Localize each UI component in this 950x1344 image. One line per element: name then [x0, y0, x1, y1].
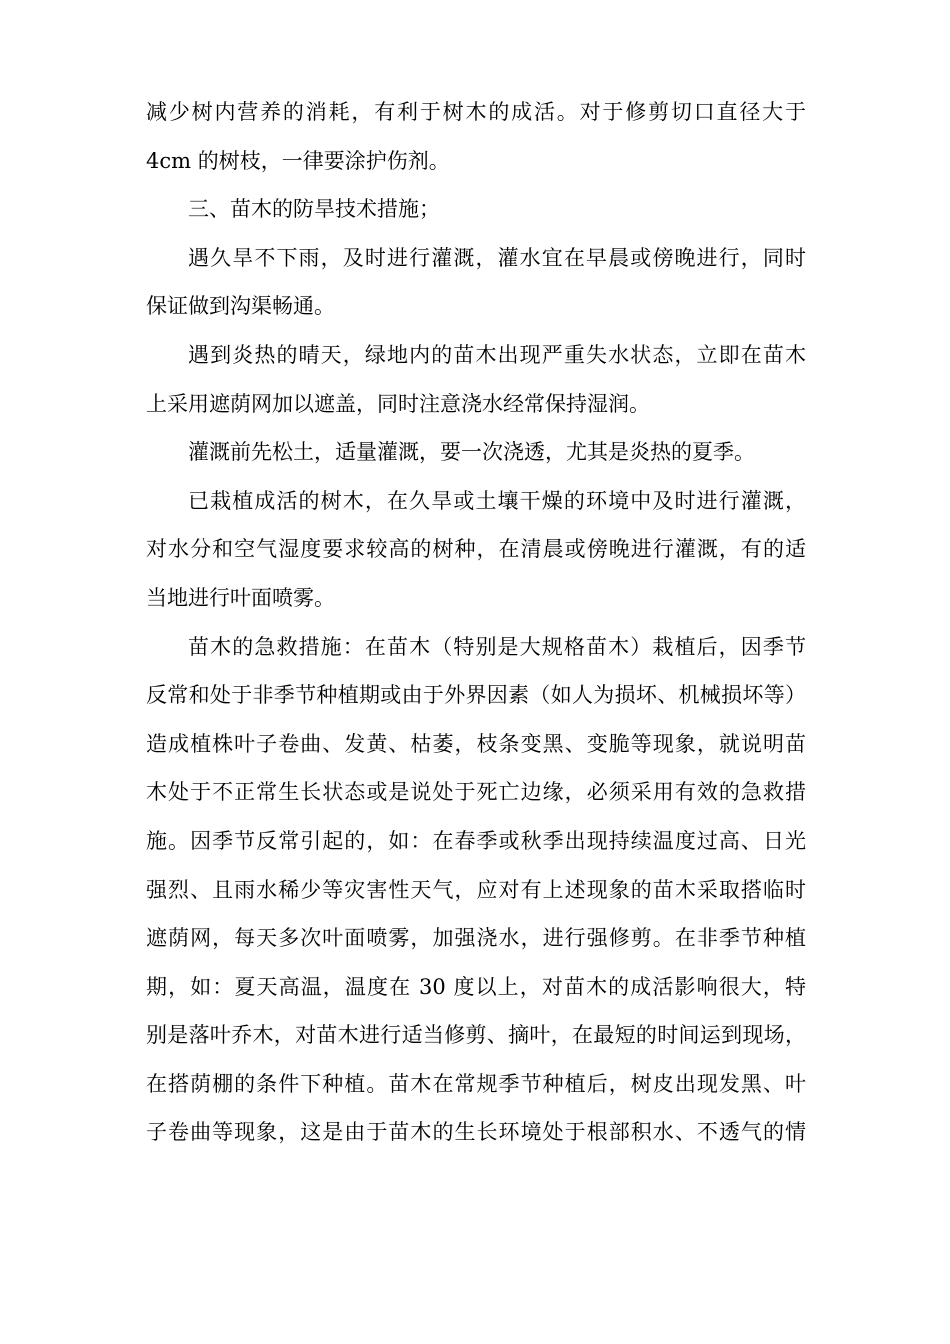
text-line: 遮荫网，每天多次叶面喷雾，加强浇水，进行强修剪。在非季节种植 [146, 926, 806, 951]
document-body [146, 88, 806, 1157]
paragraph [146, 234, 806, 331]
text-line: 保证做到沟渠畅通。 [146, 294, 335, 319]
text-line: 期，如：夏天高温，温度在 30 度以上，对苗木的成活影响很大，特 [146, 974, 806, 999]
text-line: 施。因季节反常引起的，如：在春季或秋季出现持续温度过高、日光 [146, 828, 806, 853]
paragraph [146, 88, 806, 185]
text-line: 造成植株叶子卷曲、发黄、枯萎，枝条变黑、变脆等现象，就说明苗 [146, 731, 806, 756]
text-line: 三、苗木的防旱技术措施； [188, 197, 440, 222]
text-line: 4cm 的树枝，一律要涂护伤剂。 [146, 148, 450, 173]
text-line: 上采用遮荫网加以遮盖，同时注意浇水经常保持湿润。 [146, 391, 650, 416]
text-line: 已栽植成活的树木，在久旱或土壤干燥的环境中及时进行灌溉， [188, 488, 806, 513]
text-line: 灌溉前先松土，适量灌溉，要一次浇透，尤其是炎热的夏季。 [188, 440, 755, 465]
text-line: 别是落叶乔木，对苗木进行适当修剪、摘叶，在最短的时间运到现场， [146, 1023, 806, 1048]
paragraph [146, 623, 806, 1158]
text-line: 在搭荫棚的条件下种植。苗木在常规季节种植后，树皮出现发黑、叶 [146, 1071, 806, 1096]
section-heading [146, 185, 806, 234]
text-line: 苗木的急救措施：在苗木（特别是大规格苗木）栽植后，因季节 [188, 634, 806, 659]
paragraph [146, 331, 806, 428]
text-line: 强烈、且雨水稀少等灾害性天气，应对有上述现象的苗木采取搭临时 [146, 877, 806, 902]
text-line: 对水分和空气湿度要求较高的树种，在清晨或傍晚进行灌溉，有的适 [146, 537, 806, 562]
text-line: 子卷曲等现象，这是由于苗木的生长环境处于根部积水、不透气的情 [146, 1120, 806, 1145]
text-line: 减少树内营养的消耗，有利于树木的成活。对于修剪切口直径大于 [146, 100, 806, 124]
text-line: 反常和处于非季节种植期或由于外界因素（如人为损坏、机械损坏等） [146, 683, 806, 708]
text-line: 遇久旱不下雨，及时进行灌溉，灌水宜在早晨或傍晚进行，同时 [188, 245, 806, 270]
text-line: 当地进行叶面喷雾。 [146, 585, 335, 610]
text-line: 遇到炎热的晴天，绿地内的苗木出现严重失水状态，立即在苗木 [188, 342, 806, 367]
text-line: 木处于不正常生长状态或是说处于死亡边缘，必须采用有效的急救措 [146, 780, 806, 805]
paragraph [146, 477, 806, 623]
paragraph [146, 428, 806, 477]
